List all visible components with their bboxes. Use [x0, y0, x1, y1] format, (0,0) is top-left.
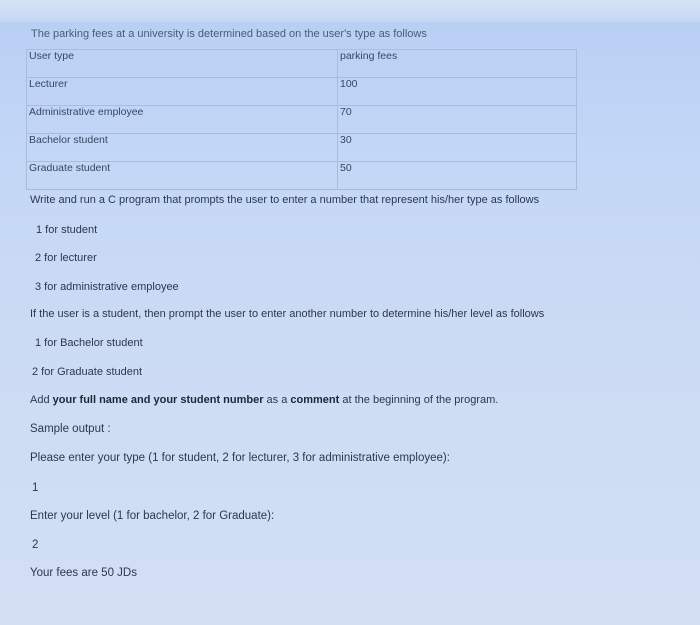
level-option-graduate: 2 for Graduate student [32, 366, 143, 378]
cell-user-type: Lecturer [27, 78, 338, 106]
level-option-bachelor: 1 for Bachelor student [35, 337, 143, 349]
type-option-student: 1 for student [36, 224, 98, 236]
cell-fee: 70 [338, 106, 577, 134]
add-text-3: at the beginning of the program. [339, 394, 499, 406]
table-row [27, 134, 577, 162]
sample-input-type: 1 [32, 482, 39, 494]
cell-fee: 30 [338, 134, 577, 162]
write-program-instruction: Write and run a C program that prompts the user to enter a number that represent his/her type as follows [30, 194, 540, 206]
sample-input-level: 2 [32, 539, 39, 551]
header-user-type: User type [27, 50, 338, 78]
page-top-band [0, 0, 700, 22]
page-title: The parking fees at a university is determined based on the user's type as follows [31, 28, 427, 40]
add-comment-instruction [30, 394, 498, 406]
table-row [27, 78, 577, 106]
add-bold-comment: comment [290, 394, 340, 406]
table-row [27, 162, 577, 190]
add-bold-fullname: your full name and your student number [52, 394, 264, 406]
cell-user-type: Bachelor student [27, 134, 338, 162]
add-text-1: Add [30, 394, 53, 406]
table-header-row [27, 50, 577, 78]
cell-fee: 50 [338, 162, 577, 190]
header-parking-fees: parking fees [338, 50, 577, 78]
sample-prompt-type: Please enter your type (1 for student, 2 for lecturer, 3 for administrative employee): [30, 452, 450, 464]
add-text-2: as a [263, 394, 291, 406]
cell-fee: 100 [338, 78, 577, 106]
student-level-instruction: If the user is a student, then prompt the user to enter another number to determine his/her level as follows [30, 308, 545, 320]
sample-prompt-level: Enter your level (1 for bachelor, 2 for Graduate): [30, 510, 275, 522]
type-option-admin: 3 for administrative employee [35, 281, 179, 293]
sample-output-label: Sample output : [30, 423, 111, 435]
cell-user-type: Administrative employee [27, 106, 338, 134]
table-row [27, 106, 577, 134]
sample-result: Your fees are 50 JDs [30, 567, 137, 579]
type-option-lecturer: 2 for lecturer [35, 252, 97, 264]
parking-fees-table [26, 49, 577, 190]
cell-user-type: Graduate student [27, 162, 338, 190]
